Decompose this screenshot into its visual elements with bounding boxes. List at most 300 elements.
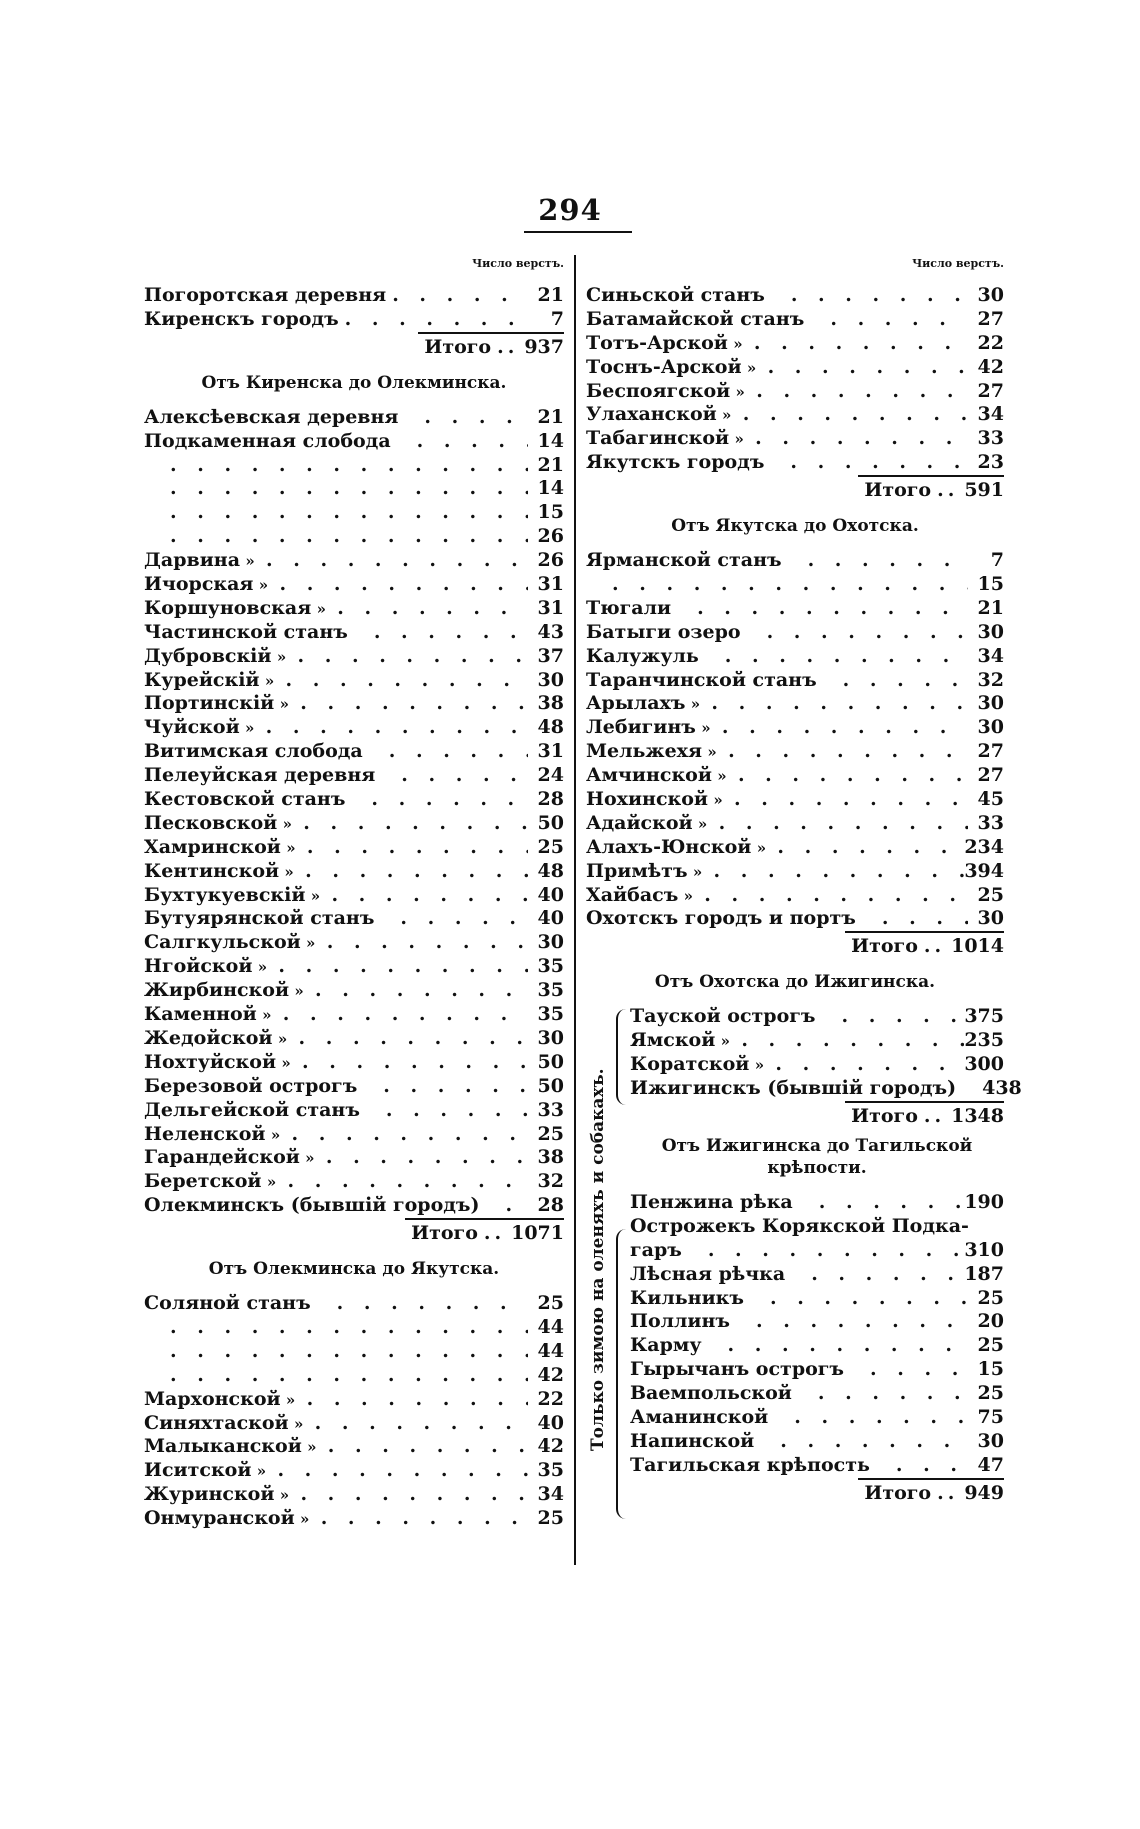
- distance-versts: 35: [537, 955, 564, 978]
- ditto-mark: »: [692, 862, 703, 881]
- distance-versts: 33: [977, 427, 1004, 450]
- ditto-mark: »: [735, 382, 745, 401]
- dot-leader: [380, 1099, 528, 1123]
- dot-leader: [411, 430, 528, 454]
- table-row: [586, 645, 1004, 669]
- distance-versts: 27: [977, 307, 1004, 330]
- table-row: [144, 621, 564, 645]
- station-name: Нохинской: [586, 788, 709, 811]
- distance-versts: 25: [537, 1292, 564, 1315]
- dot-leader: [702, 1239, 965, 1263]
- station-name: Хамринской: [144, 835, 281, 858]
- distance-versts: 50: [537, 811, 564, 834]
- dot-leader: [716, 716, 968, 740]
- station-name: Синяхтаской: [144, 1411, 289, 1434]
- table-row: [144, 1340, 564, 1364]
- dot-leader: [277, 1003, 528, 1027]
- ditto-mark: »: [722, 406, 732, 425]
- table-row: [586, 308, 1004, 332]
- station-name: Алахъ-Юнской: [586, 835, 752, 858]
- station-name: Неленской: [144, 1122, 266, 1145]
- dot-leader: [784, 451, 968, 475]
- dot-leader: [749, 427, 968, 451]
- table-row: [586, 621, 1004, 645]
- distance-versts: 21: [977, 596, 1004, 619]
- distance-versts: 30: [977, 620, 1004, 643]
- dot-leader: [748, 332, 968, 356]
- winter-route-block: [586, 1005, 1022, 1504]
- station-name: Нохтуйской: [144, 1050, 277, 1073]
- ditto-mark: »: [256, 1462, 267, 1481]
- distance-versts: 190: [964, 1190, 1004, 1213]
- distance-versts: 31: [537, 573, 564, 596]
- distance-versts: 34: [977, 644, 1004, 667]
- total-label: Итого: [864, 1481, 932, 1504]
- distance-versts: 25: [977, 1286, 1004, 1309]
- dot-leader: [989, 1215, 995, 1239]
- dot-leader: [294, 1483, 528, 1507]
- station-name: Частинской станъ: [144, 620, 348, 643]
- distance-versts: 187: [964, 1262, 1004, 1285]
- dot-leader: [837, 669, 968, 693]
- total-row: Итого .. 591: [586, 475, 1004, 501]
- station-name: Алексѣевская деревня: [144, 405, 399, 428]
- table-row: [630, 1005, 1004, 1029]
- distance-versts: 30: [977, 716, 1004, 739]
- station-name: Тауской острогъ: [630, 1005, 816, 1028]
- distance-versts: 44: [537, 1339, 564, 1362]
- distance-versts: 20: [977, 1310, 1004, 1333]
- station-name: Хайбасъ: [586, 883, 679, 906]
- station-name: Острожекъ Корякской Подка-: [630, 1214, 969, 1237]
- distance-versts: 38: [537, 1146, 564, 1169]
- section-heading: Отъ Киренска до Олекминска.: [201, 372, 507, 393]
- table-row: [144, 1316, 564, 1340]
- station-name: Арылахъ: [586, 692, 686, 715]
- table-row: [144, 1075, 564, 1099]
- distance-versts: 394: [964, 859, 1004, 882]
- distance-versts: 30: [537, 668, 564, 691]
- table-row: [144, 430, 564, 454]
- station-name: Улаханской: [586, 403, 717, 426]
- table-row: [586, 427, 1004, 451]
- station-name: Киренскъ городъ: [144, 307, 339, 330]
- ditto-mark: »: [720, 1032, 731, 1051]
- dot-leader: [500, 1194, 529, 1218]
- table-row: [144, 1412, 564, 1436]
- distance-versts: 37: [537, 644, 564, 667]
- versts-column-header: Число верстъ.: [912, 257, 1004, 270]
- ditto-mark: »: [707, 743, 717, 762]
- dot-leader: [377, 1075, 528, 1099]
- dot-leader: [418, 406, 528, 430]
- distance-versts: 234: [964, 835, 1004, 858]
- distance-versts: 25: [977, 883, 1004, 906]
- ditto-mark: »: [717, 767, 727, 786]
- dot-leader: [339, 308, 528, 332]
- table-row: [144, 1003, 564, 1027]
- table-row: [586, 573, 1004, 597]
- table-row: [144, 597, 564, 621]
- winter-route-note: Только зимою на оленяхъ и собакахъ.: [588, 1069, 608, 1452]
- distance-versts: 15: [977, 573, 1004, 596]
- left-list-3: [144, 1292, 564, 1531]
- station-name: Калужуль: [586, 644, 699, 667]
- dot-leader: [368, 621, 528, 645]
- station-name: Напинской: [630, 1429, 755, 1452]
- station-name: Батыги озеро: [586, 620, 741, 643]
- station-name: Батамайской станъ: [586, 307, 805, 330]
- brace: [616, 1229, 626, 1519]
- station-name: Амчинской: [586, 764, 712, 787]
- station-name: Таранчинской станъ: [586, 668, 817, 691]
- ditto-mark: »: [284, 862, 294, 881]
- total-row: Итого .. 937: [144, 332, 564, 358]
- distance-versts: 23: [977, 451, 1004, 474]
- distance-versts: 21: [537, 405, 564, 428]
- dot-leader: [824, 308, 968, 332]
- dot-leader: [835, 1005, 964, 1029]
- table-row: [586, 764, 1004, 788]
- page-number-rule: [524, 231, 632, 233]
- table-row: [144, 501, 564, 525]
- total-value: 949: [964, 1481, 1004, 1504]
- total-label: Итого: [864, 479, 932, 502]
- table-row: [586, 403, 1004, 427]
- dot-leader: [271, 1459, 528, 1483]
- distance-versts: 42: [977, 355, 1004, 378]
- distance-versts: 40: [537, 1411, 564, 1434]
- distance-versts: 25: [537, 1507, 564, 1530]
- table-row: [586, 669, 1004, 693]
- station-name: Беретской: [144, 1170, 262, 1193]
- ditto-mark: »: [294, 982, 304, 1001]
- ditto-mark: »: [300, 1510, 310, 1529]
- station-name: Беспоягской: [586, 379, 731, 402]
- distance-versts: 32: [977, 668, 1004, 691]
- station-name: Чуйской: [144, 716, 240, 739]
- total-label: Итого: [851, 1104, 918, 1127]
- table-row: [144, 1507, 564, 1531]
- dot-leader: [294, 692, 528, 716]
- station-name: Каменной: [144, 1003, 257, 1026]
- station-name: Примѣтъ: [586, 859, 688, 882]
- ditto-mark: »: [279, 695, 289, 714]
- distance-versts: 48: [537, 859, 564, 882]
- column-divider: [574, 255, 576, 1565]
- dot-leader: [164, 1340, 528, 1364]
- distance-versts: 30: [537, 931, 564, 954]
- ditto-mark: »: [306, 934, 316, 953]
- dot-leader: [322, 1435, 528, 1459]
- right-list-2: [586, 549, 1004, 931]
- ditto-mark: »: [279, 1486, 290, 1505]
- total-row: Итого .. 1071: [144, 1218, 564, 1244]
- table-row: [144, 1388, 564, 1412]
- table-row: [144, 1459, 564, 1483]
- table-row: [144, 1170, 564, 1194]
- distance-versts: 24: [537, 764, 564, 787]
- dot-leader: [320, 1146, 528, 1170]
- distance-versts: 30: [977, 284, 1004, 306]
- table-row: [144, 955, 564, 979]
- ditto-mark: »: [258, 576, 269, 595]
- station-name: Кентинской: [144, 859, 280, 882]
- table-row: [630, 1287, 1004, 1311]
- station-name: Табагинской: [586, 427, 730, 450]
- page-number: 294: [538, 193, 602, 227]
- dot-leader: [864, 1358, 968, 1382]
- dot-leader: [788, 1406, 968, 1430]
- table-row: [144, 812, 564, 836]
- station-name: Дубровскій: [144, 644, 272, 667]
- table-row: [630, 1358, 1004, 1382]
- distance-versts: 27: [977, 764, 1004, 787]
- station-name: Жедойской: [144, 1026, 273, 1049]
- distance-versts: 15: [537, 501, 564, 524]
- station-name: Тюгали: [586, 596, 672, 619]
- dot-leader: [774, 1430, 968, 1454]
- distance-versts: 34: [977, 403, 1004, 426]
- distance-versts: 30: [977, 907, 1004, 930]
- dot-leader: [164, 477, 528, 501]
- table-row: [144, 979, 564, 1003]
- station-name: Погоротская деревня: [144, 284, 387, 306]
- distance-versts: 33: [537, 1098, 564, 1121]
- distance-versts: 42: [537, 1363, 564, 1386]
- dot-leader: [164, 525, 528, 549]
- distance-versts: 45: [977, 788, 1004, 811]
- table-row: [630, 1239, 1004, 1263]
- distance-versts: 22: [537, 1387, 564, 1410]
- dot-leader: [280, 669, 528, 693]
- station-name: Курейскій: [144, 668, 260, 691]
- station-name: Песковской: [144, 811, 278, 834]
- ditto-mark: »: [713, 791, 723, 810]
- table-row: [144, 788, 564, 812]
- table-row: [586, 788, 1004, 812]
- ditto-mark: »: [697, 814, 708, 833]
- table-row: [144, 1364, 564, 1388]
- table-row: [586, 884, 1004, 908]
- table-row: [630, 1191, 1004, 1215]
- table-row: [144, 1146, 564, 1170]
- dot-leader: [812, 1382, 968, 1406]
- ditto-mark: »: [277, 1029, 288, 1048]
- dot-leader: [365, 788, 528, 812]
- ditto-mark: »: [286, 838, 296, 857]
- dot-leader: [309, 979, 528, 1003]
- distance-versts: 75: [977, 1405, 1004, 1428]
- dot-leader: [292, 645, 529, 669]
- ditto-mark: »: [683, 886, 693, 905]
- ditto-mark: »: [733, 334, 743, 353]
- dot-leader: [606, 573, 968, 597]
- station-name: Адайской: [586, 811, 693, 834]
- table-row: [630, 1406, 1004, 1430]
- table-row: [144, 669, 564, 693]
- table-row: [630, 1430, 1004, 1454]
- table-row: [586, 451, 1004, 475]
- station-name: Тагильская крѣпость: [630, 1453, 870, 1476]
- ditto-mark: »: [262, 1006, 272, 1025]
- ditto-mark: »: [264, 671, 275, 690]
- station-name: Мархонской: [144, 1387, 281, 1410]
- station-name: Коршуновская: [144, 596, 312, 619]
- station-name: Портинскій: [144, 692, 275, 715]
- section-heading: Отъ Ижигинска до Тагильской крѣпости.: [661, 1135, 973, 1178]
- table-row: [144, 1051, 564, 1075]
- dot-leader: [296, 1051, 528, 1075]
- station-name: Коратской: [630, 1053, 750, 1076]
- ditto-mark: »: [734, 430, 744, 449]
- distance-versts: 40: [537, 883, 564, 906]
- table-row: [630, 1053, 1004, 1077]
- station-name: Лебигинъ: [586, 716, 696, 739]
- total-value: 1348: [951, 1104, 1004, 1127]
- table-row: [586, 740, 1004, 764]
- section-heading: Отъ Охотска до Ижигинска.: [654, 972, 936, 993]
- table-row: [144, 764, 564, 788]
- total-value: 1071: [511, 1222, 564, 1245]
- dot-leader: [297, 812, 528, 836]
- distance-versts: 26: [537, 549, 564, 572]
- ditto-mark: »: [316, 599, 326, 618]
- dot-leader: [762, 356, 968, 380]
- table-row: [144, 931, 564, 955]
- station-name: Ичорская: [144, 573, 254, 596]
- station-name: Кестовской станъ: [144, 788, 346, 811]
- dot-leader: [315, 1507, 528, 1531]
- distance-versts: 21: [537, 284, 564, 306]
- ditto-mark: »: [266, 1173, 277, 1192]
- table-row: [144, 308, 564, 332]
- table-row: [144, 1194, 564, 1218]
- table-row: [586, 597, 1004, 621]
- distance-versts: 14: [537, 429, 564, 452]
- dot-leader: [890, 1454, 968, 1478]
- dot-leader: [309, 1412, 528, 1436]
- station-name: Тотъ-Арской: [586, 331, 728, 354]
- dot-leader: [769, 1053, 964, 1077]
- distance-versts: 48: [537, 716, 564, 739]
- station-name: Ямской: [630, 1029, 716, 1052]
- distance-versts: 31: [537, 596, 564, 619]
- station-name: Синьской станъ: [586, 284, 765, 306]
- ditto-mark: »: [245, 552, 255, 571]
- table-row: [586, 716, 1004, 740]
- station-name: Салгкульской: [144, 931, 301, 954]
- dot-leader: [164, 501, 528, 525]
- total-label: Итого: [411, 1222, 478, 1245]
- total-value: 591: [964, 479, 1004, 502]
- station-name: Подкаменная слобода: [144, 429, 391, 452]
- ditto-mark: »: [276, 647, 287, 666]
- table-row: [144, 284, 564, 308]
- table-row: [630, 1382, 1004, 1406]
- station-name: Ваемпольской: [630, 1382, 792, 1405]
- ditto-mark: »: [746, 358, 757, 377]
- dot-leader: [713, 812, 968, 836]
- dot-leader: [383, 740, 528, 764]
- left-column: [144, 258, 564, 1531]
- total-row: Итого .. 1014: [586, 931, 1004, 957]
- table-row: [630, 1077, 1022, 1101]
- table-row: [586, 907, 1004, 931]
- dot-leader: [282, 1170, 528, 1194]
- dot-leader: [164, 1364, 528, 1388]
- table-row: [144, 884, 564, 908]
- dot-leader: [273, 573, 528, 597]
- station-name: Якутскъ городъ: [586, 451, 765, 474]
- distance-versts: 7: [990, 549, 1004, 572]
- station-name: Олекминскъ (бывшій городъ): [144, 1194, 480, 1217]
- table-row: [144, 716, 564, 740]
- right-column: [586, 257, 1022, 1508]
- distance-versts: 438: [982, 1077, 1022, 1100]
- brace: [616, 1009, 626, 1105]
- table-row: [144, 692, 564, 716]
- table-row: [630, 1263, 1004, 1287]
- distance-versts: 50: [537, 1050, 564, 1073]
- dot-leader: [708, 860, 965, 884]
- table-row: [144, 1123, 564, 1147]
- distance-versts: 35: [537, 1003, 564, 1026]
- dot-leader: [394, 907, 528, 931]
- dot-leader: [722, 1334, 968, 1358]
- ditto-mark: »: [293, 1414, 304, 1433]
- distance-versts: 26: [537, 525, 564, 548]
- table-row: [586, 332, 1004, 356]
- dot-leader: [260, 716, 528, 740]
- distance-versts: 30: [977, 692, 1004, 715]
- total-value: 1014: [951, 935, 1004, 958]
- station-name: Ярманской станъ: [586, 549, 782, 572]
- table-row: [144, 860, 564, 884]
- station-name: Бутуярянской станъ: [144, 907, 375, 930]
- right-list-4: [630, 1191, 1004, 1478]
- ditto-mark: »: [701, 719, 711, 738]
- station-name: гаръ: [630, 1238, 682, 1261]
- table-row: [586, 860, 1004, 884]
- distance-versts: 22: [977, 331, 1004, 354]
- station-name: Жирбинской: [144, 979, 290, 1002]
- table-row: [144, 454, 564, 478]
- dot-leader: [728, 788, 968, 812]
- ditto-mark: »: [257, 958, 268, 977]
- ditto-mark: »: [285, 1390, 296, 1409]
- table-row: [144, 525, 564, 549]
- dot-leader: [802, 549, 968, 573]
- table-row: [586, 549, 1004, 573]
- table-row: [586, 380, 1004, 404]
- station-name: Соляной станъ: [144, 1292, 311, 1315]
- station-name: Карму: [630, 1334, 702, 1357]
- distance-versts: 28: [537, 1194, 564, 1217]
- distance-versts: 25: [537, 835, 564, 858]
- distance-versts: 25: [537, 1122, 564, 1145]
- dot-leader: [705, 692, 968, 716]
- dot-leader: [691, 597, 968, 621]
- station-name: Охотскъ городъ и портъ: [586, 907, 856, 930]
- station-name: Поллинъ: [630, 1310, 730, 1333]
- dot-leader: [272, 955, 528, 979]
- station-name: Иситской: [144, 1459, 252, 1482]
- left-list-2: [144, 406, 564, 1218]
- total-value: 937: [524, 335, 564, 358]
- station-name: Гырычанъ острогъ: [630, 1358, 845, 1381]
- distance-versts: 47: [977, 1453, 1004, 1476]
